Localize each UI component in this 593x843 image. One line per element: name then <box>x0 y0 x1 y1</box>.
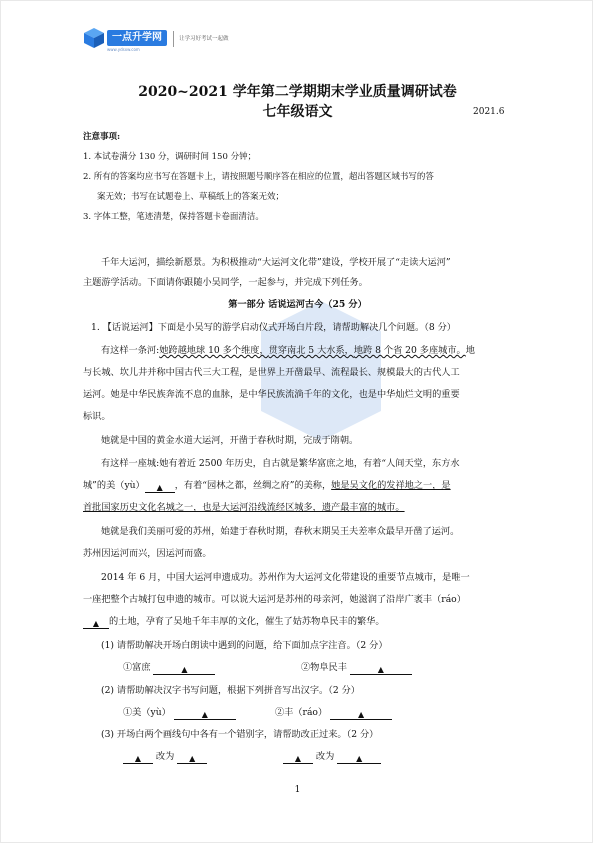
exam-title: 2020~2021 学年第二学期期末学业质量调研试卷 <box>138 84 457 100</box>
q1-1-a-label: ①富庶 <box>123 662 151 673</box>
answer-blank-rao[interactable]: ▲ <box>83 618 109 629</box>
p3-underline-2: 首批国家历史文化名城之一，也是大运河沿线流经区城多，遗产最丰富的城市。 <box>83 502 405 513</box>
p2-line: 她就是中国的黄金水道大运河，开凿于春秋时期，完成于隋朝。 <box>101 435 359 446</box>
logo-name: 一点升学网 <box>107 30 167 46</box>
notice-heading: 注意事项: <box>83 132 121 142</box>
p5-post: 的土地，孕育了吴地千年丰厚的文化，催生了姑苏物阜民丰的繁华。 <box>109 616 385 627</box>
q1-2-prompt: (2) 请帮助解决汉字书写问题，根据下列拼音写出汉字。（2 分） <box>101 685 360 696</box>
answer-blank-q1-2-a[interactable]: ▲ <box>174 709 236 720</box>
notice-item-2: 2. 所有的答案均应书写在答题卡上，请按照题号顺序答在相应的位置，超出答题区域书写的答 <box>83 172 434 182</box>
p1-wavy-2: 贯穿南北 5 大水系， <box>268 345 354 356</box>
p3-line-2 <box>83 480 451 493</box>
p1-wavy-3: 地跨 8 个省 20 多座城市。 <box>353 345 466 356</box>
q1-3-gai-b: 改为 <box>315 751 335 762</box>
q1-intro: 1. 【话说运河】下面是小吴写的游学启动仪式开场白片段，请帮助解决几个问题。（8 分） <box>91 322 456 333</box>
answer-blank-q1-1-a[interactable]: ▲ <box>153 664 215 675</box>
page-number: 1 <box>294 785 301 795</box>
logo-url: www.ydsxw.com <box>107 47 140 52</box>
p1-line-3: 运河。她是中华民族奔流不息的血脉，是中华民族流淌千年的文化，也是中华灿烂文明的重要 <box>83 389 460 400</box>
site-header <box>83 25 313 53</box>
cube-logo-icon <box>83 27 105 49</box>
p1-pre: 有这样一条河: <box>101 345 160 356</box>
notice-item-2-cont: 案无效；书写在试题卷上、草稿纸上的答案无效； <box>97 192 285 202</box>
q1-2-row <box>123 707 236 720</box>
q1-3-gai-a: 改为 <box>155 751 175 762</box>
exam-date: 2021.6 <box>473 107 505 117</box>
q1-1-b-label: ②物阜民丰 <box>301 662 347 673</box>
q1-2-b-label: ②丰（ráo） <box>275 707 328 718</box>
p1-post: 地 <box>465 345 475 356</box>
q1-3-prompt: (3) 开场白两个画线句中各有一个错别字，请帮助改正过来。（2 分） <box>101 729 379 740</box>
intro-line-2: 主题游学活动。下面请你跟随小吴同学，一起参与，并完成下列任务。 <box>83 277 368 288</box>
p3-pre: 城”的美（yù） <box>83 480 145 491</box>
q1-2-row-b <box>275 707 392 720</box>
exam-subject: 七年级语文 <box>262 104 333 120</box>
answer-blank-yu[interactable]: ▲ <box>145 482 175 493</box>
notice-item-1: 1. 本试卷满分 130 分，调研时间 150 分钟； <box>83 152 257 162</box>
p4-line-2: 苏州因运河而兴，因运河而盛。 <box>83 548 212 559</box>
q1-1-row <box>123 662 215 675</box>
p5-line-2: 一座把整个古城打包申遗的城市。可以说大运河是苏州的母亲河，她滋润了沿岸广袤丰（ráo） <box>83 594 466 605</box>
answer-blank-q1-2-b[interactable]: ▲ <box>330 709 392 720</box>
answer-blank-q1-3-b-right[interactable]: ▲ <box>337 753 381 764</box>
p1-line-1 <box>101 345 475 357</box>
p5-line-1: 2014 年 6 月，中国大运河申遗成功。苏州作为大运河文化带建设的重要节点城市，是唯一 <box>101 572 470 583</box>
q1-2-a-label: ①美（yù） <box>123 707 171 718</box>
q1-1-row-b <box>301 662 412 675</box>
p5-line-3 <box>83 616 385 629</box>
header-divider <box>173 31 174 47</box>
p1-line-4: 标识。 <box>83 411 111 422</box>
q1-3-row-b <box>283 751 381 764</box>
answer-blank-q1-3-b-wrong[interactable]: ▲ <box>283 753 313 764</box>
p1-wavy-1: 她跨越地球 10 多个维度， <box>159 345 269 356</box>
p3-underline-1: 她是吴文化的发祥地之一，是 <box>331 480 451 491</box>
p4-line-1: 她就是我们美丽可爱的苏州，始建于春秋时期，春秋末期吴王夫差率众最早开凿了运河。 <box>101 526 460 537</box>
intro-line-1: 千年大运河，描绘新愿景。为积极推动“大运河文化带”建设，学校开展了“走读大运河” <box>101 257 451 268</box>
p3-mid: ，有着“园林之都，丝绸之府”的美称， <box>174 480 332 491</box>
p3-line-1: 有这样一座城:她有着近 2500 年历史，自古就是繁华富庶之地，有着“人间天堂，东方水 <box>101 458 460 469</box>
notice-item-3: 3. 字体工整，笔迹清楚，保持答题卡卷面清洁。 <box>83 212 264 222</box>
q1-3-row-a <box>123 751 207 764</box>
answer-blank-q1-3-a-wrong[interactable]: ▲ <box>123 753 153 764</box>
part1-heading: 第一部分 话说运河古今（25 分） <box>228 299 367 310</box>
p1-line-2: 与长城、坎儿井并称中国古代三大工程，是世界上开凿最早、流程最长、规模最大的古代人工 <box>83 367 460 378</box>
answer-blank-q1-3-a-right[interactable]: ▲ <box>177 753 207 764</box>
q1-1-prompt: (1) 请帮助解决开场白朗读中遇到的问题，给下面加点字注音。（2 分） <box>101 640 388 651</box>
header-slogan: 让学习好考试一起做 <box>179 36 229 42</box>
answer-blank-q1-1-b[interactable]: ▲ <box>350 664 412 675</box>
